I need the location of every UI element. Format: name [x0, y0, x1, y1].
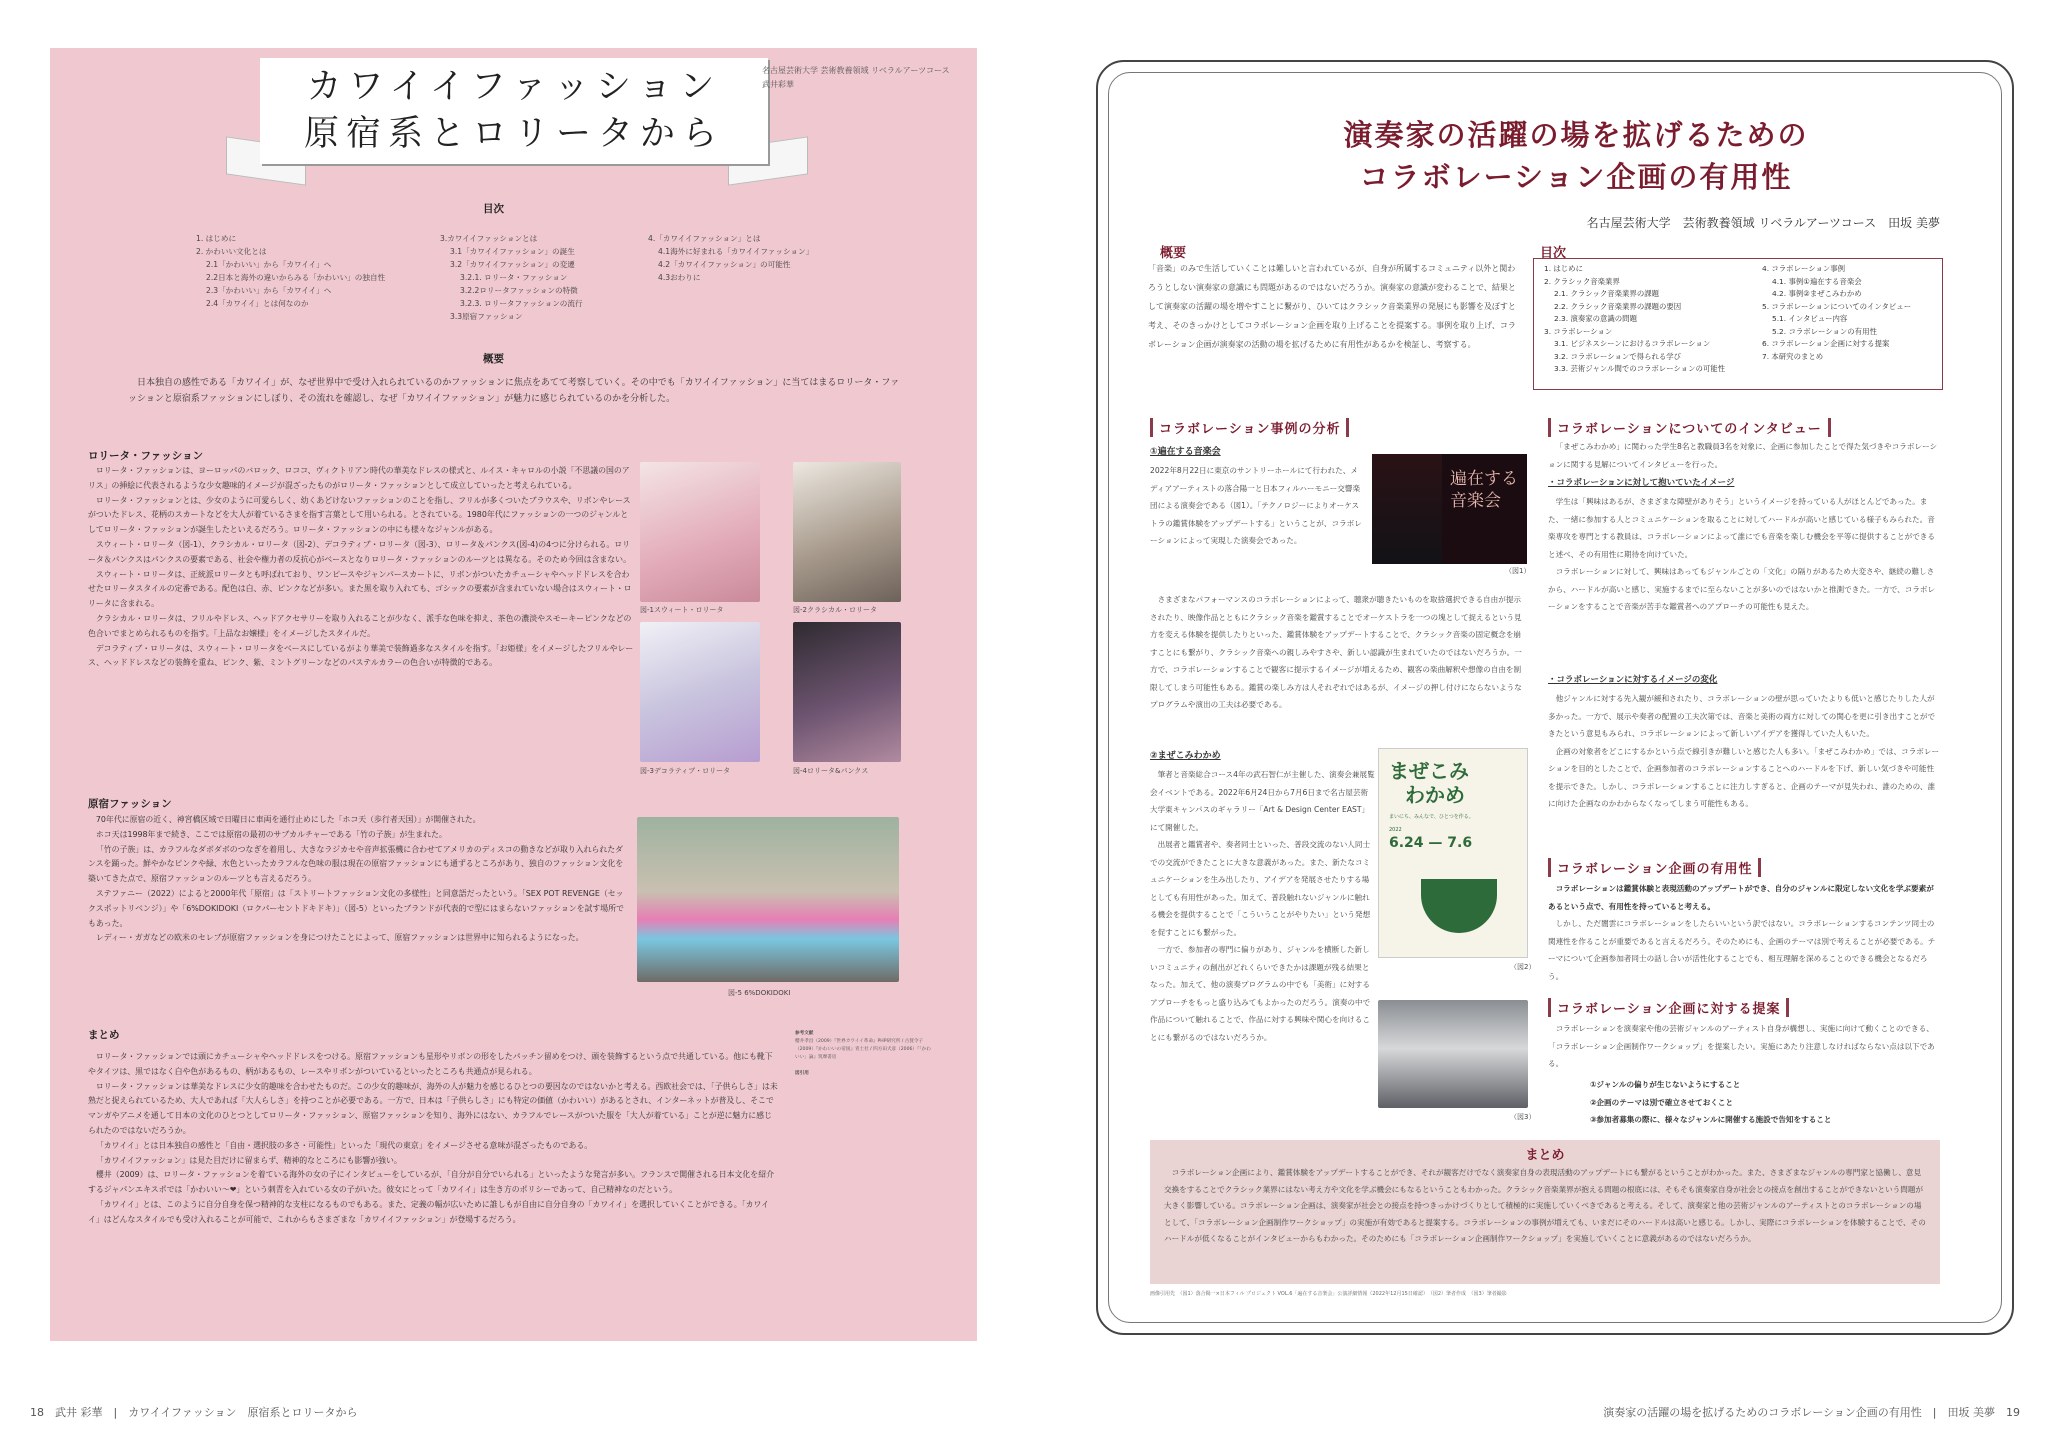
- interview-heading: [1548, 418, 1831, 437]
- poster-subtitle: まいにち、みんなで、ひとつを作る。: [1389, 814, 1474, 820]
- toc-item: 6. コラボレーション企画に対する提案: [1762, 339, 1890, 348]
- left-abstract-text: 日本独自の感性である「カワイイ」が、なぜ世界中で受け入れられているのかファッションに焦点をあてて考察していく。その中でも「カワイイファッション」に当てはまるロリータ・ファッションと原宿系ファッションにしぼり、その流れを確認し、なぜ「カワイイファッション」が魅力に感じられているのかを分析した。: [128, 378, 900, 404]
- fig3-decorative-lolita-image: [640, 622, 760, 762]
- paragraph: 筆者と音楽総合コース4年の武石智仁が主催した、演奏会兼展覧会イベントである。2022年6月24日から7月6日まで名古屋芸術大学東キャンパスのギャラリー「Art & Design Center EAST」にて開催した。: [1150, 770, 1375, 832]
- toc-item: 2. かわいい文化とは: [196, 247, 267, 256]
- case-analysis-title: コラボレーション事例の分析: [1150, 418, 1349, 437]
- proposal-item: ②企画のテーマは別で確立させておくこと: [1590, 1097, 1734, 1107]
- paragraph: コラボレーションは鑑賞体験と表現活動のアップデートができ、自分のジャンルに限定しない文化を学ぶ要素があるという点で、有用性を持っていると考える。: [1548, 884, 1934, 911]
- paragraph: ステファニー（2022）によると2000年代「原宿」は「ストリートファッション文化の多様性」と同意語だったという。「SEX POT REVENGE（セックスポットリベンジ）」や「6%DOKIDOKI（ロクパーセントドキドキ）」（図-5）といったブランドが代表的で型にはまらないファッションを試す場所でもあった。: [88, 888, 624, 928]
- interview-text2: [1548, 690, 1940, 858]
- lolita-section-title: ロリータ・ファッション: [88, 450, 204, 462]
- poster-title: [1389, 759, 1469, 807]
- right-title-line2: コラボレーション企画の有用性: [1359, 160, 1793, 194]
- fig5-caption: 図-5 6%DOKIDOKI: [728, 989, 791, 997]
- references-title: 参考文献: [795, 1031, 814, 1036]
- left-title-line2: 原宿系とロリータから: [303, 114, 724, 154]
- paragraph: 「カワイイ」とは、このように自分自身を保つ精神的な支柱になるものでもある。また、定義の幅が広いために誰しもが自由に自分自身の「カワイイ」を選択していくことができる。「カワイイ」はどんなスタイルでも受け入れることが可能で、これからもさまざまな「カワイイファッション」が登場するだろう。: [88, 1199, 770, 1224]
- poster-date-end: 7.6: [1447, 835, 1473, 851]
- paragraph: 他ジャンルに対する先入観が緩和されたり、コラボレーションの壁が思っていたよりも低いと感じたりした人が多かった。一方で、展示や奏者の配置の工夫次第では、音楽と美術の両方に対しての関心を更に引き出すことができたという意見もみられ、コラボレーションによって新しいアイデアを獲得していた人もいた。: [1548, 694, 1936, 738]
- effect-text: [1548, 880, 1940, 995]
- poster-year: 2022: [1389, 827, 1402, 833]
- proposal-heading: [1548, 998, 1789, 1017]
- toc-item: 1. はじめに: [196, 234, 237, 243]
- paragraph: 櫻井（2009）は、ロリータ・ファッションを着ている海外の女の子にインタビューをしているが、「自分が自分でいられる」といったような発言が多い。フランスで開催される日本文化を紹介するジャパンエキスポでは「かわいい〜❤」という刺青を入れている女の子がいた。彼女にとって「カワイイ」は生き方のポリシーであって、自己精神なのだという。: [88, 1170, 774, 1195]
- case1-intro-text: 2022年8月22日に東京のサントリーホールにて行われた、メディアアーティストの落合陽一と日本フィルハーモニー交響楽団による演奏会である（図1）。「テクノロジーによりオーケストラの鑑賞体験をアップデートする」ということが、コラボレーションによって実現した演奏会であった。: [1150, 466, 1362, 545]
- right-toc: [1533, 258, 1943, 390]
- poster-bowl-graphic: [1421, 879, 1497, 933]
- right-title: [1160, 114, 1992, 198]
- toc-item: 3.3原宿ファッション: [450, 312, 523, 321]
- case2-text: [1150, 766, 1375, 1132]
- poster-title-line2: わかめ: [1405, 783, 1465, 807]
- right-page-footer: 演奏家の活躍の場を拡げるためのコラボレーション企画の有用性 | 田坂 美夢 19: [1603, 1406, 2020, 1419]
- toc-item: 3.2. コラボレーションで得られる学び: [1554, 351, 1682, 361]
- fig3-event-photo: [1378, 1000, 1528, 1108]
- toc-item: 4.2「カワイイファッション」の可能性: [658, 260, 791, 269]
- case1-title: ①遍在する音楽会: [1150, 447, 1221, 457]
- references-text: 櫻井孝昌（2009）『世界カワイイ革命』PHP研究所 / 古賀令子（2009）『かわいいの帝国』青土社 / 四方田犬彦（2006）『「かわいい」論』筑摩書房: [795, 1039, 931, 1060]
- toc-item: 2.3. 演奏家の意識の問題: [1554, 314, 1637, 323]
- paragraph: レディー・ガガなどの欧米のセレブが原宿ファッションを身につけたことによって、原宿ファッションは世界中に知られるようになった。: [95, 933, 584, 943]
- toc-item: 4.1. 事例①遍在する音楽会: [1772, 276, 1862, 286]
- toc-item: 2.1「かわいい」から「カワイイ」へ: [206, 260, 332, 269]
- left-affiliation: 名古屋芸術大学 芸術教養領域 リベラルアーツコース: [762, 66, 950, 75]
- paragraph: クラシカル・ロリータは、フリルやドレス、ヘッドアクセサリーを取り入れることが少なく、派手な色味を抑え、茶色の濃淡やスモーキーピンクなどの色合いでまとめられるものを指す。「上品なお嬢様」をイメージしたスタイルだ。: [88, 613, 632, 638]
- toc-item: 3.1「カワイイファッション」の誕生: [450, 247, 575, 256]
- fig1-sweet-lolita-image: [640, 462, 760, 602]
- fig5-6dokidoki-image: [637, 817, 899, 982]
- paragraph: ロリータ・ファッションでは頭にカチューシャやヘッドドレスをつける。原宿ファッションも星形やリボンの形をしたパッチン留めをつけ、頭を装飾するという点で共通している。他にも靴下やタイツは、黒ではなく白や色があるもの、柄があるもの、レースやリボンがついているといったところも共通点が見られる。: [88, 1052, 773, 1076]
- toc-item: 4.1海外に好まれる「カワイイファッション」: [658, 247, 814, 256]
- toc-item: 3.2「カワイイファッション」の変遷: [450, 260, 575, 269]
- fig2-caption: 図-2クラシカル・ロリータ: [793, 606, 877, 614]
- interview-title: コラボレーションについてのインタビュー: [1548, 418, 1831, 437]
- harajuku-section-text: [88, 813, 628, 993]
- left-author: 武井彩華: [762, 80, 794, 89]
- toc-item: 4.3おわりに: [658, 273, 701, 282]
- toc-item: 1. はじめに: [1544, 264, 1583, 273]
- poster-date: 6.24 — 7.6: [1389, 835, 1473, 851]
- toc-item: 5.1. インタビュー内容: [1772, 314, 1848, 323]
- right-summary-box: [1150, 1140, 1940, 1284]
- paragraph: しかし、ただ闇雲にコラボレーションをしたらいいという訳ではない。コラボレーションするコンテンツ同士の関連性を作ることが重要であると言えるだろう。そのためにも、企画のテーマは別で考えることが必要である。テーマについて企画参加者同士の話し合いが活性化することでも、相互理解を深めることのできる機会となるだろう。: [1548, 919, 1936, 981]
- fig1-concert-image: [1372, 454, 1527, 564]
- paragraph: デコラティブ・ロリータは、スウィート・ロリータをベースにしているがより華美で装飾過多なスタイルを指す。「お姫様」をイメージしたフリルやレース、ヘッドドレスなどの装飾を重ね、ピンク、紫、ミントグリーンなどのパステルカラーの色合いが特徴的である。: [88, 643, 634, 668]
- paragraph: ロリータ・ファッションは華美なドレスに少女的趣味を合わせたものだ。この少女的趣味が、海外の人が魅力を感じるひとつの要因なのではないかと考える。西欧社会では、「子供らしさ」は未熟だと捉えられているため、大人であれば「大人らしさ」を持つことが必要である。一方で、日本は「子供らしさ」にも特定の価値（かわいい）があるとされ、インターネットが普及し、そこでマンガやアニメを通して日本の文化のひとつとしてロリータ・ファッション、原宿ファッションを知り、海外にはない、カラフルでレースがついた服を「大人が着ている」ことが逆に魅力に感じられたのではないだろうか。: [88, 1081, 778, 1135]
- case1-body-text: さまざまなパフォーマンスのコラボレーションによって、聴衆が聴きたいものを取捨選択できる自由が提示されたり、映像作品とともにクラシック音楽を鑑賞することでオーケストラを一つの塊として捉えるという見方を変える体験を提供したりといった、鑑賞体験をアップデートすることで、クラシック音楽の固定概念を崩すことにも繋がり、クラシック音楽への親しみやすさや、新しい認識が生まれていたのではないだろうか。一方で、コラボレーションすることで観客に提示するイメージが増えるため、観客の楽曲解釈や想像の自由を制限してしまう可能性もある。鑑賞の楽しみ方は人それぞれではあるが、イメージの押し付けにならないようなプログラムや演出の工夫は必要である。: [1150, 595, 1522, 709]
- toc-item: 3. コラボレーション: [1544, 326, 1613, 336]
- paragraph: ロリータ・ファッションは、ヨーロッパのバロック、ロココ、ヴィクトリアン時代の華美なドレスの様式と、ルイス・キャロルの小説「不思議の国のアリス」の挿絵に代表されるような少女趣味的イメージが混ざったものがロリータ・ファッションとして成立していったと考えられている。: [88, 466, 630, 490]
- left-summary-title: まとめ: [88, 1029, 120, 1041]
- fig2-right-caption: （図2）: [1510, 963, 1536, 971]
- toc-item: 4.2. 事例②まぜこみわかめ: [1772, 289, 1862, 298]
- toc-item: 2.2. クラシック音楽業界の課題の要因: [1554, 301, 1682, 311]
- concert-title-text: 遍在する音楽会: [1450, 469, 1518, 511]
- toc-item: 2.3「かわいい」から「カワイイ」へ: [206, 286, 332, 295]
- toc-item: 3.1. ビジネスシーンにおけるコラボレーション: [1554, 339, 1711, 348]
- fig1-right-caption: （図1）: [1505, 567, 1531, 575]
- left-summary-text: [88, 1050, 778, 1300]
- left-toc-title: 目次: [483, 203, 504, 215]
- right-abstract-text: 「音楽」のみで生活していくことは難しいと言われているが、自身が所属するコミュニティ以外と関わろうとしない演奏家の意識にも問題があるのではないだろうか。演奏家の意識が変わることで、結果として演奏家の活躍の場を増やすことに繋がり、ひいてはクラシック音楽業界の発展にも影響を及ぼすと考え、そのきっかけとしてコラボレーション企画を取り上げることを提案する。事例を取り上げ、コラボレーション企画が演奏家の活動の場を拡げるために有用性があるかを検証し、考察する。: [1148, 264, 1516, 349]
- left-author-block: [762, 64, 972, 92]
- paragraph: 「カワイイ」とは日本独自の感性と「自由・選択肢の多さ・可能性」といった「現代の東京」をイメージさせる意味が混ざったものである。: [95, 1140, 593, 1150]
- toc-item: 4. コラボレーション事例: [1762, 264, 1846, 273]
- toc-item: 2.4「カワイイ」とは何なのか: [206, 299, 309, 308]
- concert-image-left-panel: [1372, 454, 1442, 564]
- paragraph: 学生は「興味はあるが、さまざまな障壁がありそう」というイメージを持っている人がほとんどであった。また、一緒に参加する人とコミュニケーションを取ることに対してハードルが高いと感じている様子もみられた。音楽専攻を専門とする教員は、コラボレーションによって誰にでも音楽を楽しむ機会を平等に提供することができると述べ、その有用性に期待を向けていた。: [1548, 497, 1935, 559]
- right-summary-title: まとめ: [1525, 1148, 1565, 1163]
- toc-item: 5.2. コラボレーションの有用性: [1772, 326, 1877, 336]
- toc-item: 3.2.3. ロリータファッションの流行: [460, 299, 583, 308]
- right-summary-text: コラボレーション企画により、鑑賞体験をアップデートすることができ、それが観客だけでなく演奏家自身の表現活動のアップデートにも繋がるということがわかった。また、さまざまなジャンルの専門家と協働し、意見交換をすることでクラシック業界にはない考え方や文化を学ぶ機会にもなるということもわかった。クラシック音楽業界が抱える問題の根底には、そもそも演奏家自身が社会との接点を創出することができないという問題が大きく影響している。コラボレーション企画は、演奏家が社会との接点を持つきっかけづくりとして積極的に実施していくべきであると考える。そして、演奏家と他の芸術ジャンルのアーティストとのコラボレーションの場として、「コラボレーション企画制作ワークショップ」の実施が有効であると提案する。コラボレーションの事例が増えても、いまだにそのハードルは高いと感じる。しかし、実際にコラボレーションを体験することで、そのハードルが低くなることがインタビューからもわかった。そのためにも「コラボレーション企画制作ワークショップ」を実施していくことに意義があるのではないだろうか。: [1164, 1168, 1926, 1243]
- interview-sub2: ・コラボレーションに対するイメージの変化: [1548, 675, 1718, 685]
- toc-item: 2.2日本と海外の違いからみる「かわいい」の独自性: [206, 273, 386, 282]
- fig3-right-caption: （図3）: [1510, 1113, 1536, 1121]
- toc-item: 3.2.1. ロリータ・ファッション: [460, 273, 568, 282]
- figure-references-title: 図引用: [795, 1071, 809, 1076]
- left-toc-col2: [440, 232, 640, 323]
- poster-title-line1: まぜこみ: [1389, 759, 1469, 783]
- paragraph: コラボレーションに対して、興味はあってもジャンルごとの「文化」の隔りがあるため大変さや、継続の難しさから、ハードルが高いと感じ、実施するまでに至らないことが多いのではないかと推測できた。一方で、コラボレーションをすることで音楽が苦手な鑑賞者へのアプローチの可能性も見えた。: [1548, 567, 1936, 611]
- interview-text1: [1548, 493, 1940, 673]
- harajuku-section-title: 原宿ファッション: [88, 798, 172, 810]
- proposal-title: コラボレーション企画に対する提案: [1548, 998, 1789, 1017]
- toc-item: 4.「カワイイファッション」とは: [648, 234, 761, 243]
- fig4-caption: 図-4ロリータ&パンクス: [793, 767, 869, 775]
- toc-item: 7. 本研究のまとめ: [1762, 351, 1824, 361]
- paragraph: 70年代に原宿の近く、神宮橋区域で日曜日に車両を通行止めにした「ホコ天（歩行者天国）」が開催された。: [95, 815, 481, 824]
- right-toc-title: 目次: [1540, 246, 1567, 261]
- fig4-lolita-punks-image: [793, 622, 901, 762]
- paragraph: 「カワイイファッション」は見た目だけに留まらず、精神的なところにも影響が強い。: [95, 1155, 402, 1165]
- poster-date-start: 6.24: [1389, 835, 1424, 851]
- paragraph: ホコ天は1998年まで続き、ここでは原宿の最初のサブカルチャーである「竹の子族」が生まれた。: [95, 829, 447, 839]
- right-author: 名古屋芸術大学 芸術教養領域 リベラルアーツコース 田坂 美夢: [1586, 216, 1940, 230]
- paragraph: 出展者と鑑賞者や、奏者同士といった、普段交流のない人同士での交流ができたことに大きな意義があった。また、新たなコミュニケーションを生み出したり、アイデアを発展させたりする場としても有用性があった。加えて、普段触れないジャンルに触れる機会を提供することで「こういうことがやりたい」という発想を促すことにも繋がった。: [1150, 840, 1371, 937]
- left-title-line1: カワイイファッション: [306, 67, 722, 107]
- paragraph: 一方で、参加者の専門に偏りがあり、ジャンルを横断した新しいコミュニティの創出がどれくらいできたかは課題が残る結果となった。加えて、他の演奏プログラムの中でも「美術」に対するアプローチをもっと盛り込みてもよかったのだろう。演奏の中で作品について触れることで、作品に対する興味や関心を向けることにも繋がるのではないだろうか。: [1150, 945, 1371, 1042]
- right-toc-col2: [1762, 263, 1940, 363]
- left-title-ribbon: [260, 58, 768, 164]
- proposal-item: ③参加者募集の際に、様々なジャンルに開催する施設で告知をすること: [1590, 1115, 1832, 1124]
- fig3-caption: 図-3デコラティブ・ロリータ: [640, 767, 731, 775]
- right-abstract-title: 概要: [1160, 246, 1187, 261]
- effect-title: コラボレーション企画の有用性: [1548, 858, 1761, 877]
- fig2-classical-lolita-image: [793, 462, 901, 602]
- paragraph: 「竹の子族」は、カラフルなダボダボのつなぎを着用し、大きなラジカセや音声拡張機に合わせてアメリカのディスコの動きなどが取り入れられたダンスを踊った。鮮やかなピンクや緑、水色といったカラフルな色味の服は現在の原宿ファッションにも通ずるところがあり、独自のファッション文化を築いてきた点で、原宿ファッションのルーツとも言えるだろう。: [88, 844, 624, 884]
- paragraph: ロリータ・ファッションとは、少女のように可愛らしく、幼くあどけないファッションのことを指し、フリルが多くついたブラウスや、リボンやレースがついたドレス、花柄のスカートなどを大人が着ているさまを指す言葉として用いられる。とされている。1980年代にファッションの一つのジャンルとしてロリータ・ファッションが誕生したといえるだろう。ロリータ・ファッションの中にも様々なジャンルがある。: [88, 495, 631, 535]
- fig1-caption: 図-1スウィート・ロリータ: [640, 606, 724, 614]
- left-page-footer: 18 武井 彩華 | カワイイファッション 原宿系とロリータから: [30, 1406, 358, 1419]
- paragraph: スウィート・ロリータ（図-1）、クラシカル・ロリータ（図-2）、デコラティブ・ロリータ（図-3）、ロリータ＆パンクス(図-4)の4つに分けられる。ロリータ＆パンクスはパンクスの要素である、社会や権力者の反抗心がベースとなりロリータ・ファッションのルーツとは異なる。そのため今回は含まない。: [88, 539, 631, 564]
- paragraph: スウィート・ロリータは、正統派ロリータとも呼ばれており、ワンピースやジャンパースカートに、リボンがついたカチューシャやヘッドドレスを合わせたロリータスタイルの定番である。配色は白、赤、ピンクなどが多い。また黒を取り入れても、ゴシックの要素が含まれていない場合はスウィート・ロリータに含まれる。: [88, 569, 632, 609]
- toc-item: 3.2.2ロリータファッションの特徴: [460, 286, 578, 295]
- proposal-item: ①ジャンルの偏りが生じないようにすること: [1590, 1080, 1741, 1089]
- left-toc-col1: [196, 232, 446, 310]
- toc-item: 3.カワイイファッションとは: [440, 234, 538, 243]
- right-title-line1: 演奏家の活躍の場を拡げるための: [1343, 118, 1809, 152]
- toc-item: 2.1. クラシック音楽業界の課題: [1554, 289, 1659, 298]
- right-references: 画像引用先 （図1）落合陽一×日本フィル プロジェクト VOL.6「遍在する音楽会」公演詳細情報（2022年12月15日確認） （図2）筆者作成 （図3）筆者撮影: [1150, 1291, 1507, 1297]
- interview-intro: 「まぜこみわかめ」に関わった学生8名と教職員3名を対象に、企画に参加したことで得た気づきやコラボレーションに関する見解についてインタビューを行った。: [1548, 442, 1938, 469]
- lolita-section-text: [88, 464, 636, 764]
- toc-item: 5. コラボレーションについてのインタビュー: [1762, 301, 1912, 311]
- right-toc-col1: [1544, 263, 1764, 376]
- proposal-text: コラボレーションを演奏家や他の芸術ジャンルのアーティスト自身が構想し、実施に向けて動くことのできる、「コラボレーション企画制作ワークショップ」を提案したい。実施にあたり注意しなければならない点は以下である。: [1548, 1024, 1935, 1068]
- paragraph: 企画の対象者をどこにするかという点で線引きが難しいと感じた人も多い。「まぜこみわかめ」では、コラボレーションを目的としたことで、企画参加者のコラボレーションすることへのハードルを下げ、新しい気づきや可能性を提示できた。しかし、コラボレーションすることに注力しすぎると、企画のテーマが見失われ、誰のための、誰に向けた企画なのかわからなくなってしまう可能性もある。: [1548, 746, 1940, 808]
- case-analysis-heading: [1150, 418, 1349, 437]
- left-abstract-title: 概要: [483, 353, 504, 365]
- interview-sub1: ・コラボレーションに対して抱いていたイメージ: [1548, 478, 1735, 488]
- left-references: [795, 1030, 935, 1300]
- effect-heading: [1548, 858, 1761, 877]
- fig2-poster-image: [1378, 748, 1528, 958]
- case2-title: ②まぜこみわかめ: [1150, 751, 1221, 761]
- left-toc-col3: [648, 232, 878, 284]
- proposal-list: [1590, 1076, 1930, 1129]
- toc-item: 3.3. 芸術ジャンル間でのコラボレーションの可能性: [1554, 364, 1726, 373]
- toc-item: 2. クラシック音楽業界: [1544, 276, 1620, 286]
